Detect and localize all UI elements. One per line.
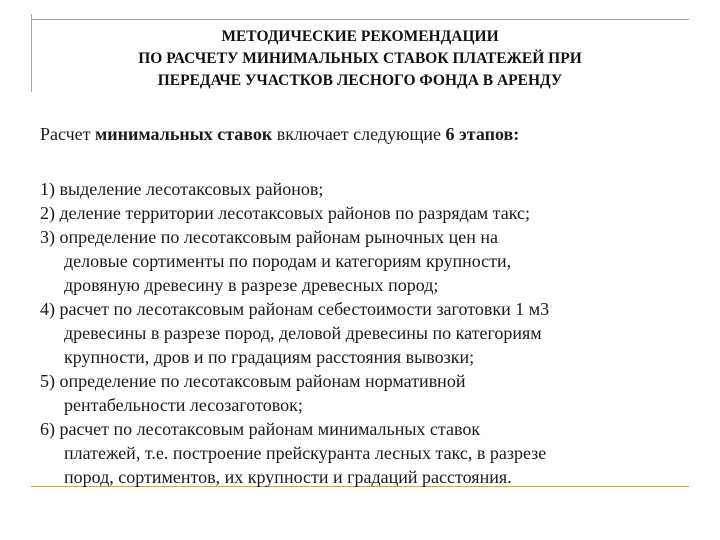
title-line-3: ПЕРЕДАЧЕ УЧАСТКОВ ЛЕСНОГО ФОНДА В АРЕНДУ <box>157 72 563 89</box>
step-item-2 <box>40 201 710 225</box>
step-item-1 <box>40 177 710 201</box>
step-line: 1) выделение лесотаксовых районов; <box>40 179 324 199</box>
step-line: древесины в разрезе пород, деловой древесины по категориям <box>64 323 542 343</box>
intro-text-2: включает следующие <box>272 124 446 144</box>
title-line-1: МЕТОДИЧЕСКИЕ РЕКОМЕНДАЦИИ <box>221 28 499 45</box>
step-line: рентабельности лесозаготовок; <box>64 395 303 415</box>
step-line: крупности, дров и по градациям расстояния вывозки; <box>64 347 475 367</box>
step-item-3 <box>40 225 710 297</box>
step-line: 2) деление территории лесотаксовых районов по разрядам такс; <box>40 203 531 223</box>
intro-bold-1: минимальных ставок <box>95 124 273 144</box>
step-line: 4) расчет по лесотаксовым районам себестоимости заготовки 1 м3 <box>40 299 550 319</box>
step-item-6 <box>40 417 710 489</box>
step-line: 5) определение по лесотаксовым районам нормативной <box>40 371 466 391</box>
step-item-5 <box>40 369 710 417</box>
intro-paragraph <box>40 122 700 146</box>
decorative-top-rule <box>31 19 689 20</box>
step-line: 3) определение по лесотаксовым районам рыночных цен на <box>40 227 498 247</box>
step-item-4 <box>40 297 710 369</box>
intro-bold-2: 6 этапов: <box>445 124 520 144</box>
intro-text-1: Расчет <box>40 124 96 144</box>
page-title <box>40 26 680 92</box>
steps-list <box>40 177 710 489</box>
step-line: платежей, т.е. построение прейскуранта лесных такс, в разрезе <box>64 443 547 463</box>
step-line: дровяную древесину в разрезе древесных пород; <box>64 275 439 295</box>
step-line: 6) расчет по лесотаксовым районам минимальных ставок <box>40 419 481 439</box>
decorative-vertical-rule <box>31 14 32 92</box>
title-line-2: ПО РАСЧЕТУ МИНИМАЛЬНЫХ СТАВОК ПЛАТЕЖЕЙ ПРИ <box>138 50 582 67</box>
step-line: деловые сортименты по породам и категориям крупности, <box>64 251 512 271</box>
step-line: пород, сортиментов, их крупности и градаций расстояния. <box>64 467 512 487</box>
